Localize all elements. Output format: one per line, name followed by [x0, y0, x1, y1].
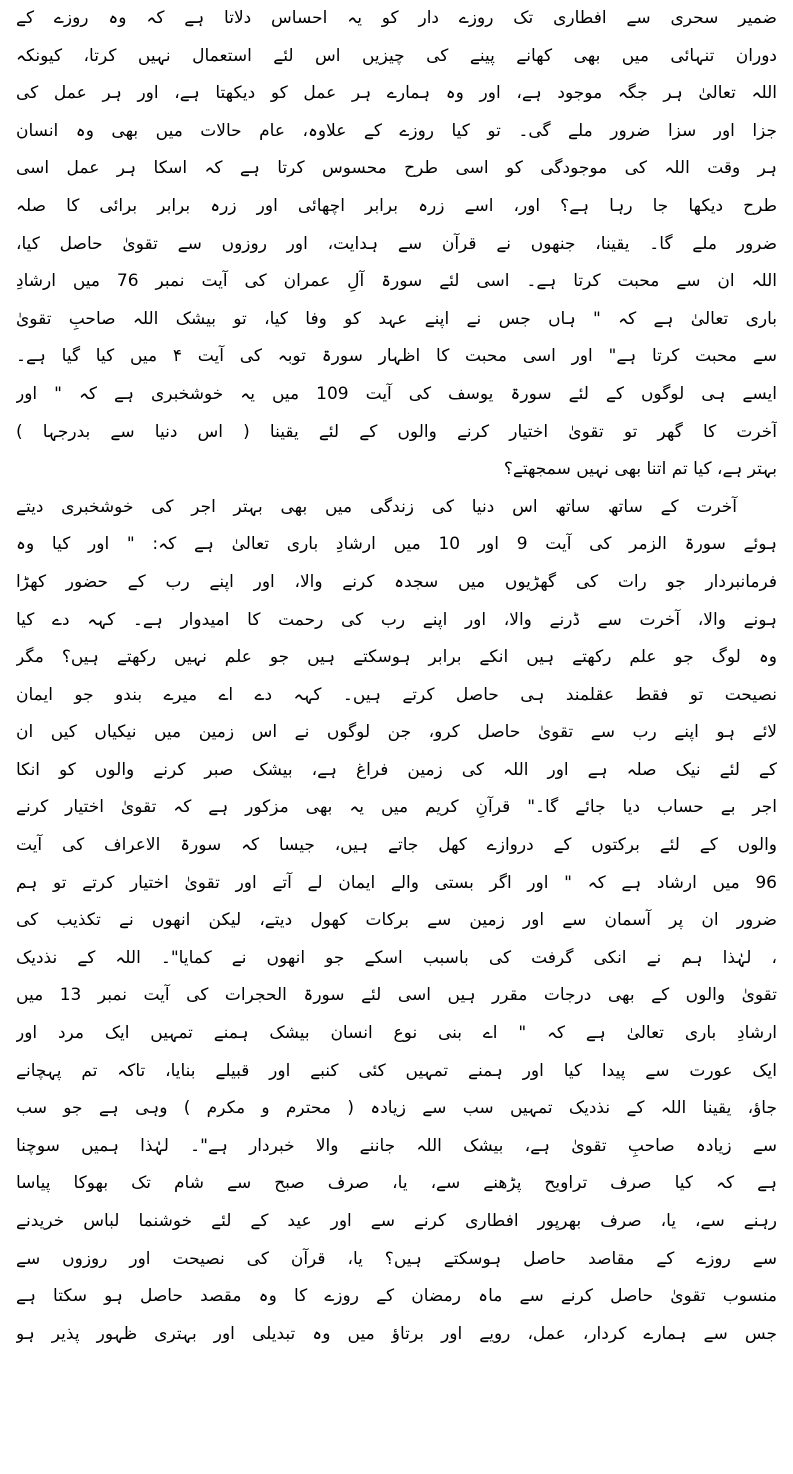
text-line: نصیحت تو فقط عقلمند ہی حاصل کرتے ہیں۔ کہہ دے اے میرے بندو جو ایمان [16, 684, 777, 705]
text-line: منسوب تقویٰ حاصل کرنے سے ماہ رمضان کے روزے کا وہ مقصد حاصل ہو سکتا ہے [16, 1286, 777, 1307]
text-line: دوران تنہائی میں بھی کھانے پینے کی چیزیں اس لئے استعمال نہیں کرتا، کیونکہ [16, 45, 777, 66]
text-line: ہے کہ کیا صرف تراویح پڑھنے سے، یا، صرف صبح سے شام تک بھوکا پیاسا [16, 1173, 777, 1194]
text-line: ضرور ملے گا۔ یقینا، جنھوں نے قرآن سے ہدایت، اور روزوں سے تقویٰ حاصل کیا، [16, 233, 777, 254]
text-line: سے محبت کرتا ہے" اور اسی محبت کا اظہار سورۃ توبہ کی آیت ۴ میں کیا گیا ہے۔ [16, 346, 777, 367]
text-line: تقویٰ والوں کے بھی درجات مقرر ہیں اسی لئے سورۃ الحجرات کی آیت نمبر 13 میں [16, 985, 777, 1006]
text-line: جاؤ، یقینا اللہ کے نذدیک تمہیں سب سے زیادہ ( محترم و مکرم ) وہی ہے جو سب [16, 1098, 777, 1119]
text-line: ہر وقت اللہ کی موجودگی کو اسی طرح محسوس کرتا ہے کہ اسکا ہر عمل اسی [16, 158, 777, 179]
text-line: ضمیر سحری سے افطاری تک روزے دار کو یہ احساس دلاتا ہے کہ وہ روزے کے [16, 8, 777, 28]
text-line: ہوئے سورۃ الزمر کی آیت 9 اور 10 میں ارشادِ باری تعالیٰ ہے کہ: " اور کیا وہ [16, 534, 777, 555]
text-line: باری تعالیٰ ہے کہ " ہاں جس نے اپنے عہد کو وفا کیا، تو بیشک اللہ صاحبِ تقویٰ [16, 308, 777, 329]
text-line: ہونے والا، آخرت سے ڈرنے والا، اور اپنے رب کی رحمت کا امیدوار ہے۔ کہہ دے کیا [16, 609, 777, 630]
text-line: لائے ہو اپنے رب سے تقویٰ حاصل کرو، جن لوگوں نے اس زمین میں نیکیاں کیں ان [16, 722, 777, 743]
text-line: فرمانبردار جو رات کی گھڑیوں میں سجدہ کرنے والا، اور اپنے رب کے حضور کھڑا [16, 571, 777, 592]
text-line: ضرور ان پر آسمان سے اور زمین سے برکات کھول دیتے، لیکن انھوں نے تکذیب کی [16, 910, 777, 931]
text-line: والوں کے لئے برکتوں کے دروازے کھل جاتے ہیں، جیسا کہ سورۃ الاعراف کی آیت [16, 835, 777, 856]
text-line: سے زیادہ صاحبِ تقویٰ ہے، بیشک اللہ جاننے والا خبردار ہے"۔ لہٰذا ہمیں سوچنا [16, 1135, 777, 1156]
text-line: اجر بے حساب دیا جائے گا۔" قرآنِ کریم میں یہ بھی مزکور ہے کہ تقویٰ اختیار کرنے [16, 797, 777, 818]
text-line: طرح دیکھا جا رہا ہے؟ اور، اسے زرہ برابر اچھائی اور زرہ برابر برائی کا صلہ [16, 195, 777, 216]
text-line: اللہ ان سے محبت کرتا ہے۔ اسی لئے سورۃ آلِ عمران کی آیت نمبر 76 میں ارشادِ [16, 271, 777, 292]
text-line: جزا اور سزا ضرور ملے گی۔ تو کیا روزے کے علاوہ، عام حالات میں بھی وہ انسان [16, 120, 777, 141]
text-line: رہنے سے، یا، صرف بھرپور افطاری کرنے سے اور عید کے لئے خوشنما لباس خریدنے [16, 1211, 777, 1231]
text-line: ، لہٰذا ہم نے انکی گرفت کی باسبب اسکے جو انھوں نے کمایا"۔ اللہ کے نذدیک [16, 947, 777, 968]
paragraph-end-line: بہتر ہے، کیا تم اتنا بھی نہیں سمجھتے؟ [503, 459, 777, 480]
text-line: کے لئے نیک صلہ ہے اور اللہ کی زمین فراغ ہے، بیشک صبر کرنے والوں کو انکا [16, 759, 777, 780]
text-line: اللہ تعالیٰ ہر جگہ موجود ہے، اور وہ ہمارے ہر عمل کو دیکھتا ہے، اور ہر عمل کی [16, 83, 777, 104]
text-line: ارشادِ باری تعالیٰ ہے کہ " اے بنی نوع انسان بیشک ہمنے تمہیں ایک مرد اور [16, 1023, 777, 1044]
text-line: 96 میں ارشاد ہے کہ " اور اگر بستی والے ایمان لے آتے اور تقویٰ اختیار کرتے تو ہم [16, 872, 777, 893]
paragraph-start-line: آخرت کے ساتھ ساتھ اس دنیا کی زندگی میں بھی بہتر اجر کی خوشخبری دیتے [16, 496, 737, 517]
text-line: ایسے ہی لوگوں کے لئے سورۃ یوسف کی آیت 109 میں یہ خوشخبری ہے کہ " اور [16, 383, 777, 404]
text-line: جس سے ہمارے کردار، عمل، رویے اور برتاؤ میں وہ تبدیلی اور بہتری ظہور پذیر ہو [16, 1323, 777, 1344]
text-line: ایک عورت سے پیدا کیا اور ہمنے تمہیں کئی کنبے اور قبیلے بنایا، تاکہ تم پہچانے [16, 1060, 777, 1081]
text-line: سے روزے کے مقاصد حاصل ہوسکتے ہیں؟ یا، قرآن کی نصیحت اور روزوں سے [16, 1248, 777, 1269]
text-line: وہ لوگ جو علم رکھتے ہیں انکے برابر ہوسکتے ہیں جو علم نہیں رکھتے ہیں؟ مگر [16, 647, 777, 668]
text-line: آخرت کا گھر تو تقویٰ اختیار کرنے والوں کے لئے یقینا ( اس دنیا سے بدرجہا ) [16, 421, 777, 442]
